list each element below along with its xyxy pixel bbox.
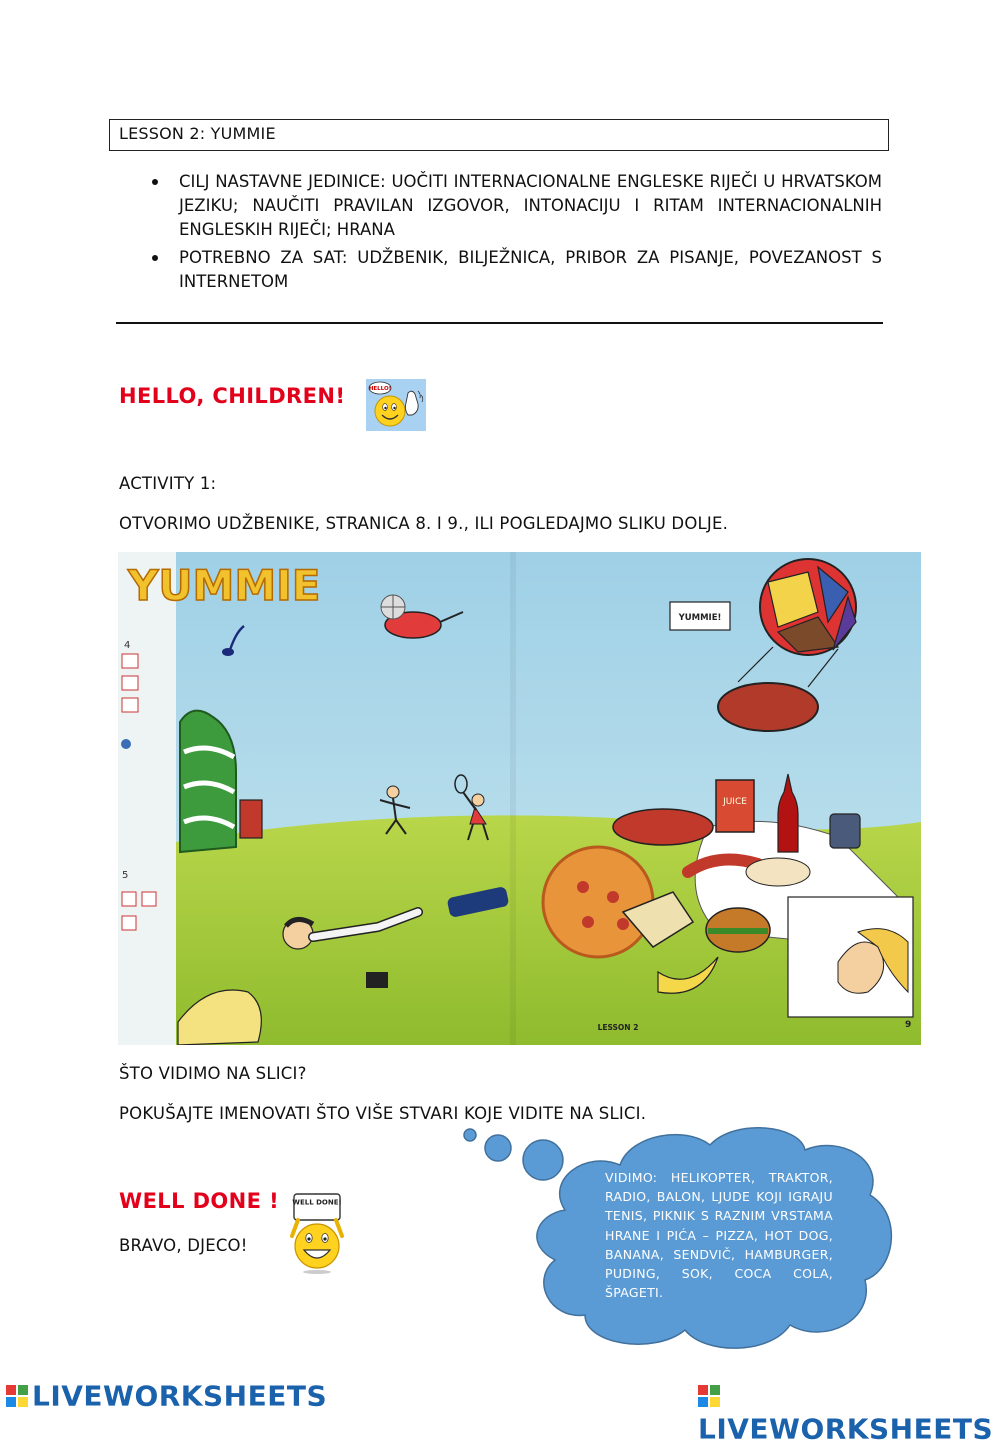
pudding-icon — [613, 809, 713, 845]
textbook-picnic-illustration — [118, 552, 921, 1045]
materials-bullet: POTREBNO ZA SAT: UDŽBENIK, BILJEŽNICA, PRIBOR ZA PISANJE, POVEZANOST S INTERNETOM — [150, 246, 882, 294]
logo-text: LIVEWORKSHEETS — [32, 1379, 328, 1413]
pizza-icon — [543, 847, 653, 957]
liveworksheets-mark-icon — [6, 1385, 28, 1407]
radio-icon — [830, 814, 860, 848]
answer-text: VIDIMO: HELIKOPTER, TRAKTOR, RADIO, BALON, LJUDE KOJI IGRAJU TENIS, PIKNIK S RAZNIM VRSTAMA HRANE I PIĆA – PIZZA, HOT DOG, BANANA, SENDVIČ, HAMBURGER, PUDING, SOK, COCA COLA, ŠPAGETI. — [605, 1170, 833, 1301]
logo-text: LIVEWORKSHEETS — [698, 1412, 994, 1446]
activity-label: ACTIVITY 1: — [119, 474, 217, 493]
liveworksheets-logo-right[interactable] — [698, 1378, 1000, 1446]
waving-smiley-icon — [366, 379, 426, 431]
audio-icon — [121, 739, 131, 749]
lesson-goals-list — [150, 170, 882, 298]
book-spine — [510, 552, 516, 1045]
well-done-heading: WELL DONE ! — [119, 1189, 280, 1213]
task-text: POKUŠAJTE IMENOVATI ŠTO VIŠE STVARI KOJE VIDITE NA SLICI. — [119, 1104, 647, 1123]
lesson-title-box — [109, 119, 889, 151]
side-box — [122, 676, 138, 690]
side-box — [122, 892, 136, 906]
juice-label: JUICE — [723, 797, 747, 807]
section-divider — [116, 322, 883, 324]
scene-page-number: 9 — [905, 1020, 912, 1030]
side-box — [122, 654, 138, 668]
scene-footer-label: LESSON 2 — [597, 1023, 639, 1032]
well-done-smiley-icon — [288, 1192, 346, 1274]
question-text: ŠTO VIDIMO NA SLICI? — [119, 1064, 307, 1083]
hello-heading: HELLO, CHILDREN! — [119, 384, 346, 408]
hello-sign-text: HELLO! — [368, 386, 392, 392]
side-number-top: 4 — [124, 640, 131, 651]
well-done-sign-text: WELL DONE! — [292, 1198, 342, 1207]
side-box — [122, 698, 138, 712]
svg-text:WELL DONE! — [292, 1199, 341, 1207]
side-box — [142, 892, 156, 906]
goal-bullet: CILJ NASTAVNE JEDINICE: UOČITI INTERNACIONALNE ENGLESKE RIJEČI U HRVATSKOM JEZIKU; NAUČITI PRAVILAN IZGOVOR, INTONACIJU I RITAM INTERNACIONALNIH ENGLESKIH RIJEČI; HRANA — [150, 170, 882, 242]
bravo-text: BRAVO, DJECO! — [119, 1236, 248, 1255]
scene-title: YUMMIE — [128, 561, 321, 610]
speech-bubble-text: YUMMIE! — [678, 613, 722, 623]
lesson-title: LESSON 2: YUMMIE — [119, 124, 276, 143]
liveworksheets-mark-icon — [698, 1385, 720, 1407]
side-box — [122, 916, 136, 930]
red-house — [240, 800, 262, 838]
side-number-bottom: 5 — [122, 870, 129, 881]
spaghetti-icon — [746, 858, 810, 886]
textbook-margin — [118, 552, 176, 1045]
instruction-text: OTVORIMO UDŽBENIKE, STRANICA 8. I 9., ILI POGLEDAJMO SLIKU DOLJE. — [119, 514, 729, 533]
liveworksheets-logo-left[interactable] — [6, 1378, 327, 1414]
